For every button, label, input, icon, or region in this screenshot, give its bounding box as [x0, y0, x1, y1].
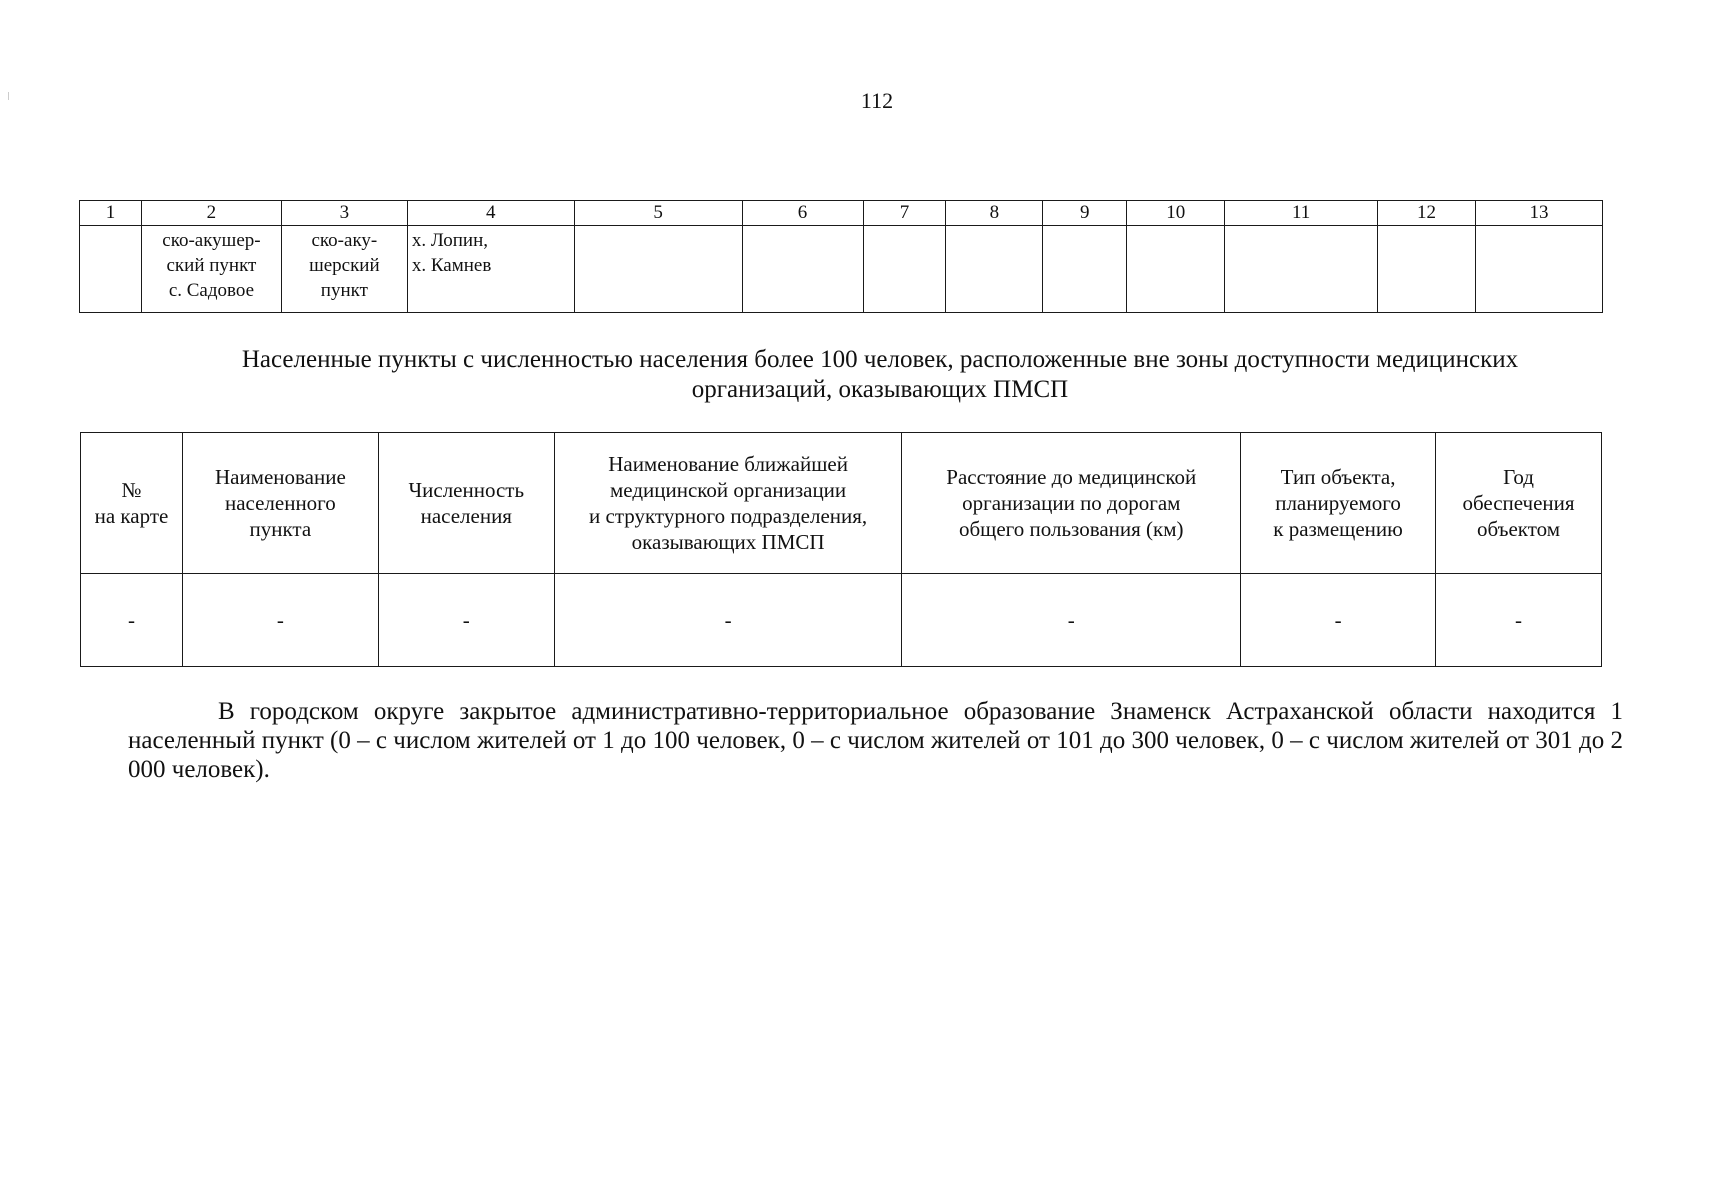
header-map-number: № на карте — [81, 433, 183, 574]
table-cell — [1225, 226, 1378, 313]
header-nearest-organization: Наименование ближайшей медицинской организации и структурного подразделения, оказывающих ПМСП — [554, 433, 902, 574]
header-settlement-name: Наименование населенного пункта — [182, 433, 378, 574]
table-row — [80, 226, 1603, 313]
header-year: Год обеспечения объектом — [1436, 433, 1602, 574]
column-number: 8 — [946, 201, 1043, 226]
column-number: 12 — [1378, 201, 1476, 226]
column-number: 2 — [141, 201, 281, 226]
table-cell — [574, 226, 742, 313]
column-number: 11 — [1225, 201, 1378, 226]
table-cell — [1475, 226, 1602, 313]
column-number: 3 — [281, 201, 407, 226]
paragraph-text: В городском округе закрытое административно-территориальное образование Знаменск Астраханской области находится 1 населенный пункт (0 – с числом жителей от 1 до 100 человек, 0 – с числом жителей от 101 до 300 человек, 0 – с числом жителей от 301 до 2 000 человек). — [128, 698, 1623, 783]
table-cell — [1378, 226, 1476, 313]
table-cell — [946, 226, 1043, 313]
body-paragraph — [128, 697, 1623, 784]
header-object-type: Тип объекта, планируемого к размещению — [1241, 433, 1436, 574]
table-row — [81, 574, 1602, 667]
column-number: 4 — [407, 201, 574, 226]
column-number: 10 — [1127, 201, 1225, 226]
column-number: 7 — [863, 201, 946, 226]
table-cell: - — [1436, 574, 1602, 667]
column-number: 5 — [574, 201, 742, 226]
table-header-row — [81, 433, 1602, 574]
table-cell — [1043, 226, 1127, 313]
table-cell — [863, 226, 946, 313]
table-cell: - — [182, 574, 378, 667]
table-cell: ско-акушер- ский пункт с. Садовое — [141, 226, 281, 313]
section-title: Населенные пункты с численностью населения более 100 человек, расположенные вне зоны доступности медицинских организаций, оказывающих ПМСП — [241, 346, 1519, 403]
table-cell: - — [1241, 574, 1436, 667]
continuation-table — [79, 200, 1603, 313]
settlements-table — [80, 432, 1602, 667]
header-distance: Расстояние до медицинской организации по дорогам общего пользования (км) — [902, 433, 1241, 574]
table-cell: - — [554, 574, 902, 667]
column-number: 6 — [742, 201, 863, 226]
table-cell — [1127, 226, 1225, 313]
table-cell — [742, 226, 863, 313]
table-cell: - — [902, 574, 1241, 667]
table-cell: х. Лопин, х. Камнев — [407, 226, 574, 313]
table-cell: ско-аку- шерский пункт — [281, 226, 407, 313]
header-population: Численность населения — [378, 433, 554, 574]
table-cell: - — [81, 574, 183, 667]
page-number: 112 — [860, 88, 894, 113]
column-number: 9 — [1043, 201, 1127, 226]
table-cell — [80, 226, 142, 313]
column-number-row — [80, 201, 1603, 226]
column-number: 13 — [1475, 201, 1602, 226]
table-cell: - — [378, 574, 554, 667]
column-number: 1 — [80, 201, 142, 226]
